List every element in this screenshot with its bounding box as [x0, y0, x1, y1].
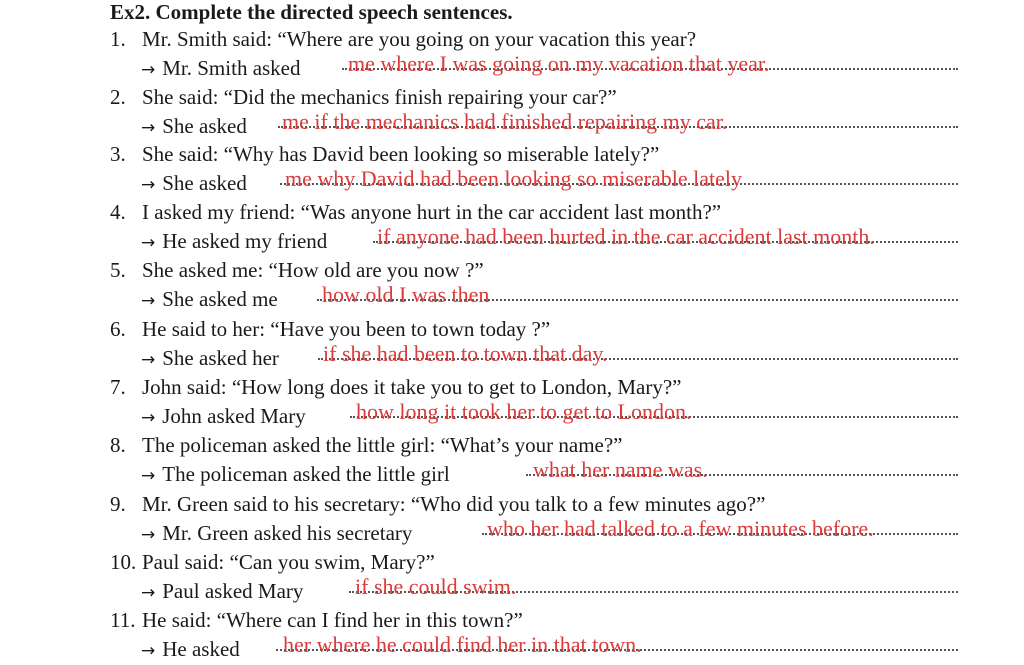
item-number: 7. [110, 375, 126, 399]
question-sentence [110, 316, 550, 342]
question-text: John said: “How long does it take you to get to London, Mary?” [142, 375, 682, 399]
arrow-icon: → [141, 466, 156, 486]
question-sentence [110, 141, 659, 167]
question-text: I asked my friend: “Was anyone hurt in the car accident last month?” [142, 200, 722, 224]
question-sentence [110, 432, 623, 458]
item-number: 9. [110, 492, 126, 516]
arrow-icon: → [141, 525, 156, 545]
question-text: She said: “Did the mechanics finish repairing your car?” [142, 85, 617, 109]
question-text: Mr. Green said to his secretary: “Who did you talk to a few minutes ago?” [142, 492, 766, 516]
handwritten-answer: her where he could find her in that town. [283, 632, 642, 657]
arrow-icon: → [141, 583, 156, 603]
answer-line [141, 636, 240, 664]
question-text: Mr. Smith said: “Where are you going on your vacation this year? [142, 27, 697, 51]
exercise-item [0, 257, 1024, 315]
question-text: She asked me: “How old are you now ?” [142, 258, 484, 282]
item-number: 3. [110, 142, 126, 166]
answer-stem: Paul asked Mary [162, 579, 304, 603]
answer-stem: He asked [162, 637, 240, 661]
answer-line [141, 55, 301, 83]
answer-line [141, 228, 327, 256]
answer-line [141, 403, 306, 431]
arrow-icon: → [141, 175, 156, 195]
answer-line [141, 461, 450, 489]
exercise-item [0, 84, 1024, 142]
answer-stem: She asked [162, 114, 247, 138]
answer-stem: Mr. Green asked his secretary [162, 521, 413, 545]
exercise-item [0, 26, 1024, 84]
handwritten-answer: if she had been to town that day. [323, 341, 608, 366]
arrow-icon: → [141, 233, 156, 253]
answer-line [141, 286, 278, 314]
exercise-item [0, 199, 1024, 257]
handwritten-answer: who her had talked to a few minutes before. [487, 516, 874, 541]
handwritten-answer: how old I was then [322, 282, 490, 307]
exercise-title: Ex2. Complete the directed speech sentences. [110, 0, 513, 24]
question-sentence [110, 26, 696, 52]
answer-stem: She asked me [162, 287, 278, 311]
exercise-item [0, 432, 1024, 490]
answer-stem: He asked my friend [162, 229, 328, 253]
answer-stem: She asked her [162, 346, 279, 370]
question-sentence [110, 374, 682, 400]
handwritten-answer: what her name was. [533, 457, 708, 482]
arrow-icon: → [141, 291, 156, 311]
exercise-item [0, 316, 1024, 374]
handwritten-answer: me if the mechanics had finished repairing my car. [282, 109, 728, 134]
arrow-icon: → [141, 641, 156, 661]
question-sentence [110, 549, 435, 575]
answer-stem: Mr. Smith asked [162, 56, 301, 80]
item-number: 2. [110, 85, 126, 109]
answer-line [141, 520, 412, 548]
question-text: Paul said: “Can you swim, Mary?” [142, 550, 435, 574]
handwritten-answer: if anyone had been hurted in the car accident last month. [377, 224, 875, 249]
question-text: He said to her: “Have you been to town today ?” [142, 317, 551, 341]
answer-line [141, 113, 247, 141]
handwritten-answer: me why David had been looking so miserable lately [285, 166, 742, 191]
question-sentence [110, 491, 765, 517]
handwritten-answer: if she could swim. [355, 574, 517, 599]
exercise-item [0, 141, 1024, 199]
answer-line [141, 345, 279, 373]
item-number: 6. [110, 317, 126, 341]
exercise-item [0, 549, 1024, 607]
item-number: 10. [110, 550, 137, 574]
arrow-icon: → [141, 118, 156, 138]
question-sentence [110, 199, 721, 225]
handwritten-answer: how long it took her to get to London. [356, 399, 692, 424]
answer-stem: John asked Mary [162, 404, 306, 428]
exercise-item [0, 374, 1024, 432]
item-number: 4. [110, 200, 126, 224]
item-number: 11. [110, 608, 136, 632]
exercise-item [0, 607, 1024, 665]
question-sentence [110, 607, 523, 633]
answer-stem: She asked [162, 171, 247, 195]
arrow-icon: → [141, 408, 156, 428]
arrow-icon: → [141, 60, 156, 80]
question-sentence [110, 257, 484, 283]
exercise-item [0, 491, 1024, 549]
item-number: 5. [110, 258, 126, 282]
question-text: The policeman asked the little girl: “What’s your name?” [142, 433, 623, 457]
answer-line [141, 578, 303, 606]
item-number: 8. [110, 433, 126, 457]
question-sentence [110, 84, 617, 110]
handwritten-answer: me where I was going on my vacation that year. [348, 51, 770, 76]
answer-stem: The policeman asked the little girl [162, 462, 450, 486]
arrow-icon: → [141, 350, 156, 370]
question-text: She said: “Why has David been looking so miserable lately?” [142, 142, 660, 166]
item-number: 1. [110, 27, 126, 51]
answer-line [141, 170, 247, 198]
question-text: He said: “Where can I find her in this town?” [142, 608, 523, 632]
